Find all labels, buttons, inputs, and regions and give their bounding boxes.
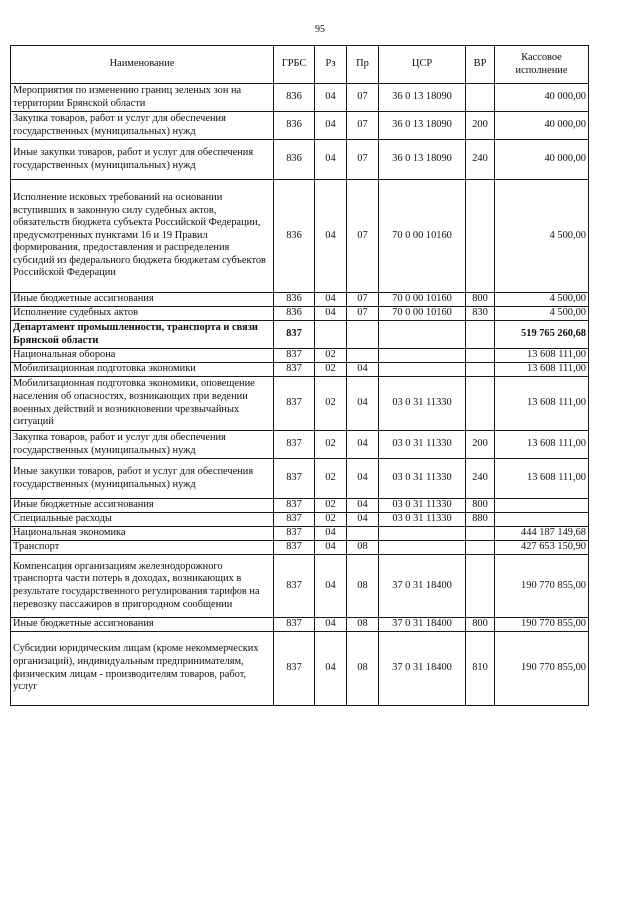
cell-csr: 37 0 31 18400 <box>379 555 466 618</box>
cell-csr: 36 0 13 18090 <box>379 140 466 180</box>
cell-vr: 830 <box>466 307 495 321</box>
cell-csr <box>379 541 466 555</box>
column-header-name: Наименование <box>11 46 274 84</box>
cell-vr <box>466 363 495 377</box>
cell-amount: 13 608 111,00 <box>495 349 589 363</box>
table-row <box>11 293 589 307</box>
cell-vr: 240 <box>466 140 495 180</box>
table-row <box>11 527 589 541</box>
cell-name: Закупка товаров, работ и услуг для обеспечения государственных (муниципальных) нужд <box>11 431 274 459</box>
cell-name: Департамент промышленности, транспорта и связи Брянской области <box>11 321 274 349</box>
column-header-rz: Рз <box>315 46 347 84</box>
cell-rz: 04 <box>315 632 347 706</box>
cell-rz: 02 <box>315 349 347 363</box>
cell-pr: 07 <box>347 84 379 112</box>
cell-rz <box>315 321 347 349</box>
cell-amount <box>495 513 589 527</box>
cell-pr: 08 <box>347 632 379 706</box>
cell-grbs: 837 <box>274 363 315 377</box>
cell-rz: 04 <box>315 84 347 112</box>
cell-csr: 03 0 31 11330 <box>379 377 466 431</box>
cell-pr: 08 <box>347 541 379 555</box>
cell-grbs: 836 <box>274 307 315 321</box>
cell-rz: 04 <box>315 112 347 140</box>
table-row <box>11 541 589 555</box>
table-row <box>11 377 589 431</box>
cell-name: Закупка товаров, работ и услуг для обеспечения государственных (муниципальных) нужд <box>11 112 274 140</box>
cell-grbs: 836 <box>274 293 315 307</box>
cell-name: Иные бюджетные ассигнования <box>11 618 274 632</box>
cell-csr <box>379 527 466 541</box>
table-row <box>11 84 589 112</box>
cell-grbs: 837 <box>274 349 315 363</box>
cell-vr: 800 <box>466 499 495 513</box>
column-header-grbs: ГРБС <box>274 46 315 84</box>
cell-name: Компенсация организациям железнодорожного транспорта части потерь в доходах, возникающих в результате государственного регулирования тарифов на перевозку пассажиров в пригородном сообщении <box>11 555 274 618</box>
cell-name: Мобилизационная подготовка экономики, оповещение населения об опасностях, возникающих при ведении военных действий и возникновении чрезвычайных ситуаций <box>11 377 274 431</box>
cell-name: Иные закупки товаров, работ и услуг для обеспечения государственных (муниципальных) нужд <box>11 459 274 499</box>
cell-amount: 444 187 149,68 <box>495 527 589 541</box>
cell-rz: 02 <box>315 377 347 431</box>
cell-amount: 13 608 111,00 <box>495 459 589 499</box>
cell-vr: 880 <box>466 513 495 527</box>
table-row <box>11 632 589 706</box>
cell-amount: 427 653 150,90 <box>495 541 589 555</box>
column-header-pr: Пр <box>347 46 379 84</box>
cell-csr: 37 0 31 18400 <box>379 632 466 706</box>
cell-grbs: 837 <box>274 377 315 431</box>
cell-grbs: 837 <box>274 541 315 555</box>
cell-amount: 190 770 855,00 <box>495 618 589 632</box>
cell-pr: 04 <box>347 499 379 513</box>
cell-grbs: 837 <box>274 632 315 706</box>
cell-vr: 240 <box>466 459 495 499</box>
table-row <box>11 513 589 527</box>
cell-amount: 190 770 855,00 <box>495 632 589 706</box>
table-row <box>11 307 589 321</box>
column-header-amount: Кассовое исполнение <box>495 46 589 84</box>
cell-pr: 04 <box>347 513 379 527</box>
column-header-csr: ЦСР <box>379 46 466 84</box>
cell-csr: 03 0 31 11330 <box>379 499 466 513</box>
cell-csr: 70 0 00 10160 <box>379 307 466 321</box>
cell-vr <box>466 349 495 363</box>
cell-pr: 04 <box>347 459 379 499</box>
cell-grbs: 836 <box>274 112 315 140</box>
cell-vr <box>466 555 495 618</box>
cell-vr <box>466 321 495 349</box>
cell-csr <box>379 363 466 377</box>
cell-name: Иные бюджетные ассигнования <box>11 499 274 513</box>
cell-name: Исполнение судебных актов <box>11 307 274 321</box>
cell-csr <box>379 321 466 349</box>
cell-amount: 13 608 111,00 <box>495 431 589 459</box>
cell-pr <box>347 321 379 349</box>
cell-vr <box>466 541 495 555</box>
cell-amount: 13 608 111,00 <box>495 363 589 377</box>
cell-pr: 07 <box>347 293 379 307</box>
cell-pr: 07 <box>347 307 379 321</box>
cell-amount: 40 000,00 <box>495 140 589 180</box>
cell-vr <box>466 377 495 431</box>
cell-amount <box>495 499 589 513</box>
cell-pr <box>347 527 379 541</box>
cell-rz: 02 <box>315 431 347 459</box>
cell-csr <box>379 349 466 363</box>
cell-amount: 190 770 855,00 <box>495 555 589 618</box>
cell-csr: 03 0 31 11330 <box>379 459 466 499</box>
cell-rz: 04 <box>315 140 347 180</box>
cell-vr: 810 <box>466 632 495 706</box>
table-row <box>11 180 589 293</box>
cell-grbs: 836 <box>274 84 315 112</box>
cell-rz: 02 <box>315 499 347 513</box>
cell-amount: 40 000,00 <box>495 84 589 112</box>
cell-rz: 02 <box>315 513 347 527</box>
cell-rz: 04 <box>315 180 347 293</box>
cell-name: Специальные расходы <box>11 513 274 527</box>
cell-name: Исполнение исковых требований на основании вступивших в законную силу судебных актов, обязательств бюджета субъекта Российской Федерации, предусмотренных пунктами 16 и 19 Правил формирования, предоставления и распределения субсидий из федерального бюджета бюджетам субъектов Российской Федерации <box>11 180 274 293</box>
cell-rz: 04 <box>315 618 347 632</box>
cell-amount: 40 000,00 <box>495 112 589 140</box>
cell-grbs: 837 <box>274 527 315 541</box>
cell-csr: 37 0 31 18400 <box>379 618 466 632</box>
cell-grbs: 837 <box>274 431 315 459</box>
cell-pr: 07 <box>347 140 379 180</box>
cell-grbs: 836 <box>274 180 315 293</box>
cell-vr: 200 <box>466 112 495 140</box>
cell-rz: 02 <box>315 459 347 499</box>
cell-rz: 04 <box>315 541 347 555</box>
table-row <box>11 363 589 377</box>
cell-vr: 800 <box>466 293 495 307</box>
table-row <box>11 140 589 180</box>
cell-vr: 200 <box>466 431 495 459</box>
cell-name: Субсидии юридическим лицам (кроме некоммерческих организаций), индивидуальным предпринимателям, физическим лицам - производителям товаров, работ, услуг <box>11 632 274 706</box>
cell-name: Мобилизационная подготовка экономики <box>11 363 274 377</box>
cell-pr: 07 <box>347 112 379 140</box>
table-header-row <box>11 46 589 84</box>
cell-rz: 04 <box>315 293 347 307</box>
cell-amount: 519 765 260,68 <box>495 321 589 349</box>
cell-grbs: 836 <box>274 140 315 180</box>
cell-csr: 36 0 13 18090 <box>379 84 466 112</box>
cell-grbs: 837 <box>274 513 315 527</box>
cell-csr: 70 0 00 10160 <box>379 293 466 307</box>
table-row <box>11 321 589 349</box>
cell-grbs: 837 <box>274 555 315 618</box>
cell-rz: 04 <box>315 307 347 321</box>
table-body <box>11 84 589 706</box>
cell-name: Мероприятия по изменению границ зеленых зон на территории Брянской области <box>11 84 274 112</box>
table-row <box>11 555 589 618</box>
cell-rz: 04 <box>315 555 347 618</box>
cell-grbs: 837 <box>274 459 315 499</box>
table-row <box>11 349 589 363</box>
cell-name: Национальная оборона <box>11 349 274 363</box>
cell-name: Иные бюджетные ассигнования <box>11 293 274 307</box>
column-header-vr: ВР <box>466 46 495 84</box>
cell-grbs: 837 <box>274 618 315 632</box>
cell-amount: 4 500,00 <box>495 180 589 293</box>
table-row <box>11 459 589 499</box>
cell-pr: 08 <box>347 618 379 632</box>
cell-name: Иные закупки товаров, работ и услуг для обеспечения государственных (муниципальных) нужд <box>11 140 274 180</box>
table-row <box>11 431 589 459</box>
cell-csr: 36 0 13 18090 <box>379 112 466 140</box>
cell-amount: 13 608 111,00 <box>495 377 589 431</box>
table-row <box>11 618 589 632</box>
cell-vr <box>466 527 495 541</box>
cell-grbs: 837 <box>274 321 315 349</box>
cell-csr: 70 0 00 10160 <box>379 180 466 293</box>
cell-name: Национальная экономика <box>11 527 274 541</box>
cell-pr <box>347 349 379 363</box>
budget-table <box>10 45 589 706</box>
cell-csr: 03 0 31 11330 <box>379 513 466 527</box>
page-number: 95 <box>315 24 325 35</box>
cell-pr: 04 <box>347 363 379 377</box>
table-row <box>11 499 589 513</box>
cell-pr: 04 <box>347 377 379 431</box>
cell-vr: 800 <box>466 618 495 632</box>
table-row <box>11 112 589 140</box>
cell-pr: 07 <box>347 180 379 293</box>
cell-rz: 02 <box>315 363 347 377</box>
cell-name: Транспорт <box>11 541 274 555</box>
cell-amount: 4 500,00 <box>495 307 589 321</box>
cell-vr <box>466 180 495 293</box>
cell-amount: 4 500,00 <box>495 293 589 307</box>
cell-grbs: 837 <box>274 499 315 513</box>
cell-csr: 03 0 31 11330 <box>379 431 466 459</box>
cell-rz: 04 <box>315 527 347 541</box>
cell-vr <box>466 84 495 112</box>
cell-pr: 08 <box>347 555 379 618</box>
cell-pr: 04 <box>347 431 379 459</box>
